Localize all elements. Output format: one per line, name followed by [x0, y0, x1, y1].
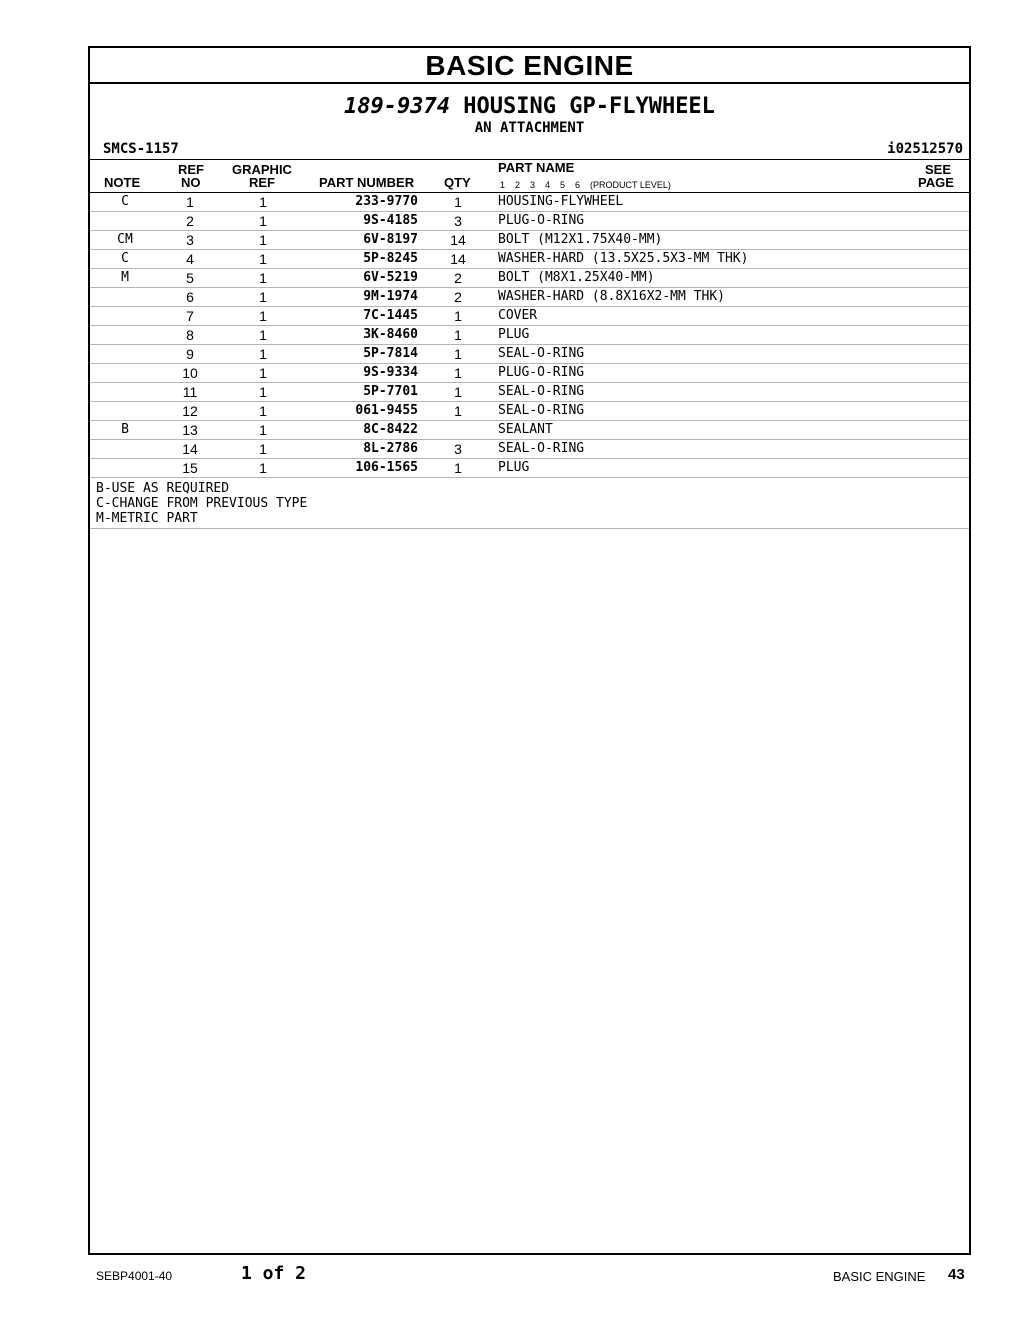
col-part-number-header: PART NUMBER [319, 175, 415, 190]
table-row [90, 421, 969, 440]
qty-cell: 1 [454, 403, 462, 419]
graphic-ref-cell: 1 [259, 441, 267, 457]
table-row [90, 459, 969, 478]
page-footer [0, 1262, 1020, 1292]
part-name-cell: COVER [498, 308, 538, 323]
ref-no-cell: 10 [182, 365, 198, 381]
table-row [90, 326, 969, 345]
graphic-ref-cell: 1 [259, 289, 267, 305]
part-name-cell: BOLT (M12X1.75X40-MM) [498, 232, 663, 247]
qty-cell: 1 [454, 194, 462, 210]
part-number-cell: 5P-7814 [363, 346, 418, 361]
table-row [90, 288, 969, 307]
graphic-ref-cell: 1 [259, 270, 267, 286]
qty-cell: 3 [454, 441, 462, 457]
parts-page-frame [88, 46, 971, 1255]
part-number-cell: 6V-5219 [363, 270, 418, 285]
section-title: BASIC ENGINE [90, 48, 969, 84]
table-row [90, 307, 969, 326]
col-qty-header: QTY [444, 175, 471, 190]
qty-cell: 1 [454, 365, 462, 381]
qty-cell: 3 [454, 213, 462, 229]
ref-no-cell: 13 [182, 422, 198, 438]
ref-no-cell: 1 [186, 194, 194, 210]
illustration-id: i02512570 [887, 141, 963, 157]
col-part-name-header: PART NAME [498, 160, 575, 175]
part-name-cell: BOLT (M8X1.25X40-MM) [498, 270, 655, 285]
table-row [90, 231, 969, 250]
footer-section-name: BASIC ENGINE [833, 1269, 926, 1284]
table-row [90, 212, 969, 231]
product-level-header: 1 2 3 4 5 6 (PRODUCT LEVEL) [500, 180, 671, 190]
graphic-ref-cell: 1 [259, 365, 267, 381]
table-row [90, 364, 969, 383]
ref-no-cell: 4 [186, 251, 194, 267]
table-row [90, 440, 969, 459]
part-number-cell: 061-9455 [355, 403, 418, 418]
note-cell: M [121, 270, 129, 285]
note-line: C-CHANGE FROM PREVIOUS TYPE [96, 496, 308, 511]
part-number-cell: 5P-8245 [363, 251, 418, 266]
col-graphic-ref-header-line1: GRAPHIC [232, 162, 292, 177]
graphic-ref-cell: 1 [259, 346, 267, 362]
parts-list [90, 193, 969, 478]
col-see-page-header-line2: PAGE [918, 175, 954, 190]
col-ref-no-header-line2: NO [181, 175, 201, 190]
qty-cell: 1 [454, 327, 462, 343]
qty-cell: 14 [450, 251, 466, 267]
note-cell: C [121, 251, 129, 266]
part-name-cell: PLUG [498, 327, 530, 342]
part-name-cell: SEAL-O-RING [498, 403, 585, 418]
part-name-cell: PLUG-O-RING [498, 213, 585, 228]
part-name-cell: SEAL-O-RING [498, 441, 585, 456]
graphic-ref-cell: 1 [259, 251, 267, 267]
ref-no-cell: 5 [186, 270, 194, 286]
part-name-cell: SEALANT [498, 422, 553, 437]
qty-cell: 1 [454, 460, 462, 476]
part-number-cell: 9S-4185 [363, 213, 418, 228]
group-name: HOUSING GP-FLYWHEEL [463, 94, 715, 119]
ref-no-cell: 12 [182, 403, 198, 419]
qty-cell: 1 [454, 308, 462, 324]
table-row [90, 345, 969, 364]
table-row [90, 269, 969, 288]
graphic-ref-cell: 1 [259, 308, 267, 324]
part-number-cell: 5P-7701 [363, 384, 418, 399]
col-ref-no-header-line1: REF [178, 162, 204, 177]
group-subtitle: AN ATTACHMENT [474, 120, 585, 136]
graphic-ref-cell: 1 [259, 194, 267, 210]
note-cell: CM [117, 232, 133, 247]
part-number-cell: 8C-8422 [363, 422, 418, 437]
ref-no-cell: 14 [182, 441, 198, 457]
graphic-ref-cell: 1 [259, 384, 267, 400]
part-name-cell: PLUG [498, 460, 530, 475]
ref-no-cell: 11 [182, 384, 198, 400]
note-line: B-USE AS REQUIRED [96, 481, 230, 496]
ref-no-cell: 9 [186, 346, 194, 362]
qty-cell: 1 [454, 346, 462, 362]
col-graphic-ref-header-line2: REF [249, 175, 275, 190]
part-number-cell: 3K-8460 [363, 327, 418, 342]
table-row [90, 193, 969, 212]
part-number-cell: 8L-2786 [363, 441, 418, 456]
part-number-cell: 7C-1445 [363, 308, 418, 323]
part-number-cell: 9S-9334 [363, 365, 418, 380]
table-row [90, 402, 969, 421]
notes-legend [90, 478, 969, 529]
table-row [90, 250, 969, 269]
qty-cell: 2 [454, 270, 462, 286]
graphic-ref-cell: 1 [259, 403, 267, 419]
column-headers [90, 159, 969, 193]
col-note-header: NOTE [104, 175, 141, 190]
part-name-cell: WASHER-HARD (13.5X25.5X3-MM THK) [498, 251, 749, 266]
qty-cell: 2 [454, 289, 462, 305]
part-number-cell: 233-9770 [355, 194, 418, 209]
identifier-row [90, 139, 969, 159]
smcs-code: SMCS-1157 [103, 141, 179, 157]
part-number-cell: 6V-8197 [363, 232, 418, 247]
note-cell: C [121, 194, 129, 209]
part-number-cell: 9M-1974 [363, 289, 418, 304]
ref-no-cell: 2 [186, 213, 194, 229]
ref-no-cell: 15 [182, 460, 198, 476]
part-name-cell: WASHER-HARD (8.8X16X2-MM THK) [498, 289, 725, 304]
ref-no-cell: 3 [186, 232, 194, 248]
part-name-cell: HOUSING-FLYWHEEL [498, 194, 624, 209]
part-name-cell: PLUG-O-RING [498, 365, 585, 380]
page-of-indicator: 1 of 2 [241, 1263, 307, 1284]
part-number-cell: 106-1565 [355, 460, 418, 475]
qty-cell: 1 [454, 384, 462, 400]
group-part-number: 189-9374 [344, 94, 451, 119]
part-name-cell: SEAL-O-RING [498, 384, 585, 399]
graphic-ref-cell: 1 [259, 422, 267, 438]
graphic-ref-cell: 1 [259, 232, 267, 248]
ref-no-cell: 6 [186, 289, 194, 305]
col-see-page-header-line1: SEE [925, 162, 952, 177]
group-title [90, 94, 969, 120]
document-number: SEBP4001-40 [96, 1269, 173, 1283]
graphic-ref-cell: 1 [259, 460, 267, 476]
page-number: 43 [948, 1266, 965, 1283]
ref-no-cell: 7 [186, 308, 194, 324]
qty-cell: 14 [450, 232, 466, 248]
ref-no-cell: 8 [186, 327, 194, 343]
note-cell: B [121, 422, 129, 437]
note-line: M-METRIC PART [96, 511, 198, 526]
table-row [90, 383, 969, 402]
part-name-cell: SEAL-O-RING [498, 346, 585, 361]
graphic-ref-cell: 1 [259, 213, 267, 229]
graphic-ref-cell: 1 [259, 327, 267, 343]
